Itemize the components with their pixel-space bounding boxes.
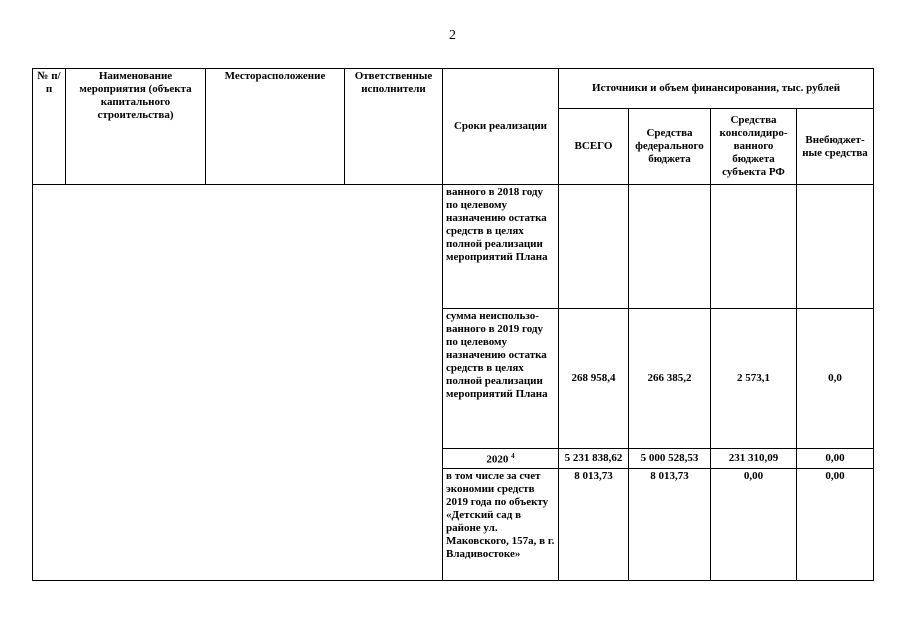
total-cell: 268 958,4 <box>559 309 629 449</box>
merged-blank-cell <box>33 185 443 581</box>
table-row <box>33 185 874 309</box>
total-cell: 5 231 838,62 <box>559 449 629 469</box>
header-cell-extrabudget: Внебюджет-ные средства <box>797 109 874 185</box>
extrabudget-cell: 0,00 <box>797 449 874 469</box>
federal-cell: 8 013,73 <box>629 469 711 581</box>
total-cell <box>559 185 629 309</box>
header-cell-terms: Сроки реализации <box>443 69 559 185</box>
header-cell-name: Наименование мероприятия (объекта капитального строительства) <box>66 69 206 185</box>
header-cell-total: ВСЕГО <box>559 109 629 185</box>
extrabudget-cell <box>797 185 874 309</box>
header-cell-no: № п/п <box>33 69 66 185</box>
consolidated-cell: 231 310,09 <box>711 449 797 469</box>
header-cell-federal: Средства федерального бюджета <box>629 109 711 185</box>
footnote-marker: 4 <box>511 452 515 461</box>
header-cell-location: Месторасположение <box>206 69 345 185</box>
federal-cell: 5 000 528,53 <box>629 449 711 469</box>
extrabudget-cell: 0,00 <box>797 469 874 581</box>
header-cell-sources: Источники и объем финансирования, тыс. рублей <box>559 69 874 109</box>
total-cell: 8 013,73 <box>559 469 629 581</box>
consolidated-cell: 0,00 <box>711 469 797 581</box>
extrabudget-cell: 0,0 <box>797 309 874 449</box>
term-year: 2020 <box>486 453 509 466</box>
term-cell: ванного в 2018 году по целевому назначению остатка средств в целях полной реализации мероприятий Плана <box>443 185 559 309</box>
consolidated-cell: 2 573,1 <box>711 309 797 449</box>
header-cell-consolidated: Средства консолидиро-ванного бюджета субъекта РФ <box>711 109 797 185</box>
term-cell: в том числе за счет экономии средств 2019 года по объекту «Детский сад в районе ул. Маковского, 157а, в г. Владивостоке» <box>443 469 559 581</box>
header-cell-responsible: Ответственные исполнители <box>345 69 443 185</box>
federal-cell: 266 385,2 <box>629 309 711 449</box>
federal-cell <box>629 185 711 309</box>
header-row <box>33 69 874 109</box>
page-number: 2 <box>449 28 456 43</box>
financing-table <box>32 68 874 581</box>
consolidated-cell <box>711 185 797 309</box>
term-cell: сумма неиспользо-ванного в 2019 году по целевому назначению остатка средств в целях полной реализации мероприятий Плана <box>443 309 559 449</box>
term-cell <box>443 449 559 469</box>
